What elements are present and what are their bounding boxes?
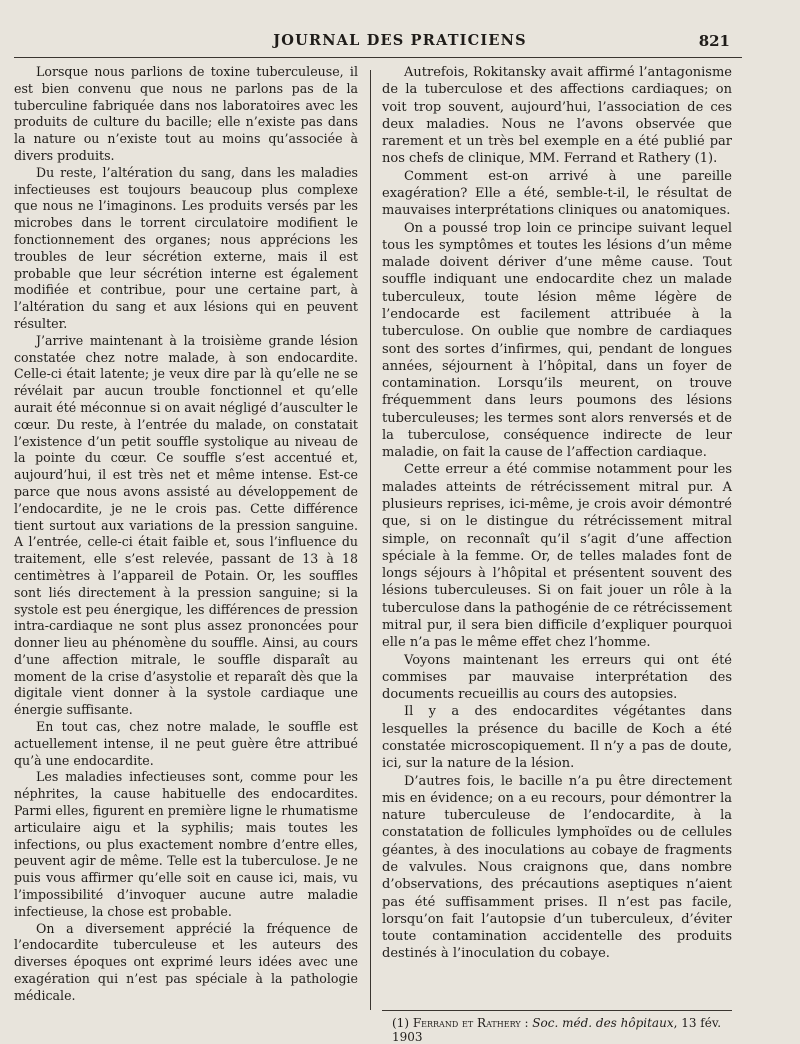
paragraph: On a poussé trop loin ce principe suivant lequel tous les symptômes et toutes les lésions d’un même malade doivent dériver d’une même cause. Tout souffle indiquant une endocardite chez un malade tuberculeux, toute lésion même légère de l’endocarde est facilement attribuée à la tuberculose. On oublie que nombre de cardiaques sont des sortes d’infirmes, qui, pendant de longues années, séjournent à l’hôpital, dans un foyer de contamination. Lorsqu’ils meurent, on trouve fréquemment dans leurs poumons des lésions tuberculeuses; les termes sont alors renversés et de la tuberculose, conséquence indirecte de leur maladie, on fait la cause de l’affection cardiaque.: [382, 220, 732, 461]
left-column: [14, 64, 358, 1005]
footnote: [392, 1016, 732, 1044]
footnote-separator: :: [520, 1016, 533, 1030]
column-divider: [370, 70, 371, 1010]
footnote-marker: (1): [392, 1016, 409, 1030]
footnote-source: Soc. méd. des hôpitaux: [532, 1016, 674, 1030]
paragraph: On a diversement apprécié la fréquence de l’endocardite tuberculeuse et les auteurs des diverses époques ont exprimé leurs idées avec une exagération qui n’est pas spéciale à la pathologie médicale.: [14, 920, 358, 1003]
paragraph: Il y a des endocardites végétantes dans lesquelles la présence du bacille de Koch a été constatée microscopiquement. Il n’y a pas de doute, ici, sur la nature de la lésion.: [382, 704, 732, 772]
paragraph: En tout cas, chez notre malade, le souffle est actuellement intense, il ne peut guère être attribué qu’à une endocardite.: [14, 719, 358, 768]
paragraph: Cette erreur a été commise notamment pour les malades atteints de rétrécissement mitral pur. A plusieurs reprises, ici-même, je crois avoir démontré que, si on le distingue du rétrécissement mitral simple, on reconnaît qu’il s’agit d’une affection spéciale à la femme. Or, de telles malades font de longs séjours à l’hôpital et présentent souvent des lésions tuberculeuses. Si on fait jouer un rôle à la tuberculose dans la pathogénie de ce rétrécissement mitral pur, il sera bien difficile d’expliquer pourquoi elle n’a pas le même effet chez l’homme.: [382, 462, 732, 651]
paragraph: Du reste, l’altération du sang, dans les maladies infectieuses est toujours beaucoup plus complexe que nous ne l’imaginons. Les produits versés par les microbes dans le torrent circulatoire modifient le fonctionnement des organes; nous apprécions les troubles de leur sécrétion externe, mais il est probable que leur sécrétion interne est également modifiée et contribue, pour une certaine part, à l’altération du sang et aux lésions qui en peuvent résulter.: [14, 164, 358, 331]
right-column: [382, 64, 732, 963]
paragraph: Voyons maintenant les erreurs qui ont été commises par mauvaise interprétation des documents recueillis au cours des autopsies.: [382, 652, 732, 703]
footnote-date: , 13 fév. 1903: [392, 1016, 722, 1044]
paragraph: Comment est-on arrivé à une pareille exagération? Elle a été, semble-t-il, le résultat de mauvaises interprétations cliniques ou anatomiques.: [382, 168, 732, 219]
paragraph: Autrefois, Rokitansky avait affirmé l’antagonisme de la tuberculose et des affections cardiaques; on voit trop souvent, aujourd’hui, l’association de ces deux maladies. Nous ne l’avons observée que rarement et un très bel exemple en a été publié par nos chefs de clinique, MM. Ferrand et Rathery (1).: [382, 65, 732, 167]
journal-title: JOURNAL DES PRATICIENS: [273, 32, 527, 49]
footnote-rule: [382, 1010, 732, 1011]
paragraph: D’autres fois, le bacille n’a pu être directement mis en évidence; on a eu recours, pour démontrer la nature tuberculeuse de l’endocardite, à la constatation de follicules lymphoïdes ou de cellules géantes, à des inoculations au cobaye de fragments de valvules. Nous craignons que, dans nombre d’observations, des précautions aseptiques n’aient pas été suffisamment prises. Il n’est pas facile, lorsqu’on fait l’autopsie d’un tuberculeux, d’éviter toute contamination accidentelle des produits destinés à l’inoculation du cobaye.: [382, 773, 732, 962]
paragraph: Les maladies infectieuses sont, comme pour les néphrites, la cause habituelle des endocardites. Parmi elles, figurent en première ligne le rhumatisme articulaire aigu et la syphilis; mais toutes les infections, ou plus exactement nombre d’entre elles, peuvent agir de même. Telle est la tuberculose. Je ne puis vous affirmer qu’elle soit en cause ici, mais, vu l’impossibilité d’invoquer aucune autre maladie infectieuse, la chose est probable.: [14, 769, 358, 919]
page-number: 821: [698, 32, 730, 50]
footnote-authors: Ferrand et Rathery: [412, 1016, 521, 1030]
header-rule: [14, 57, 742, 58]
page-header: [0, 30, 800, 52]
paragraph: J’arrive maintenant à la troisième grande lésion constatée chez notre malade, à son endocardite. Celle-ci était latente; je veux dire par là qu’elle ne se révélait par aucun trouble fonctionnel et qu’elle aurait été méconnue si on avait négligé d’ausculter le cœur. Du reste, à l’entrée du malade, on constatait l’existence d’un petit souffle systolique au niveau de la pointe du cœur. Ce souffle s’est accentué et, aujourd’hui, il est très net et même intense. Est-ce parce que nous avons assisté au développement de l’endocardite, je ne le crois pas. Cette différence tient surtout aux variations de la pression sanguine. A l’entrée, celle-ci était faible et, sous l’influence du traitement, elle s’est relevée, passant de 13 à 18 centimètres à l’appareil de Potain. Or, les souffles sont liés directement à la pression sanguine; si la systole est peu énergique, les différences de pression intra-cardiaque ne sont plus assez prononcées pour donner lieu au phénomène du souffle. Ainsi, au cours d’une affection mitrale, le souffle disparaît au moment de la crise d’asystolie et reparaît dès que la digitale vient donner à la systole cardiaque une énergie suffisante.: [14, 332, 358, 718]
paragraph: Lorsque nous parlions de toxine tuberculeuse, il est bien convenu que nous ne parlons pas de la tuberculine fabriquée dans nos laboratoires avec les produits de culture du bacille; elle n’existe pas dans la nature ou n’existe tout au moins qu’associée à divers produits.: [14, 64, 358, 163]
